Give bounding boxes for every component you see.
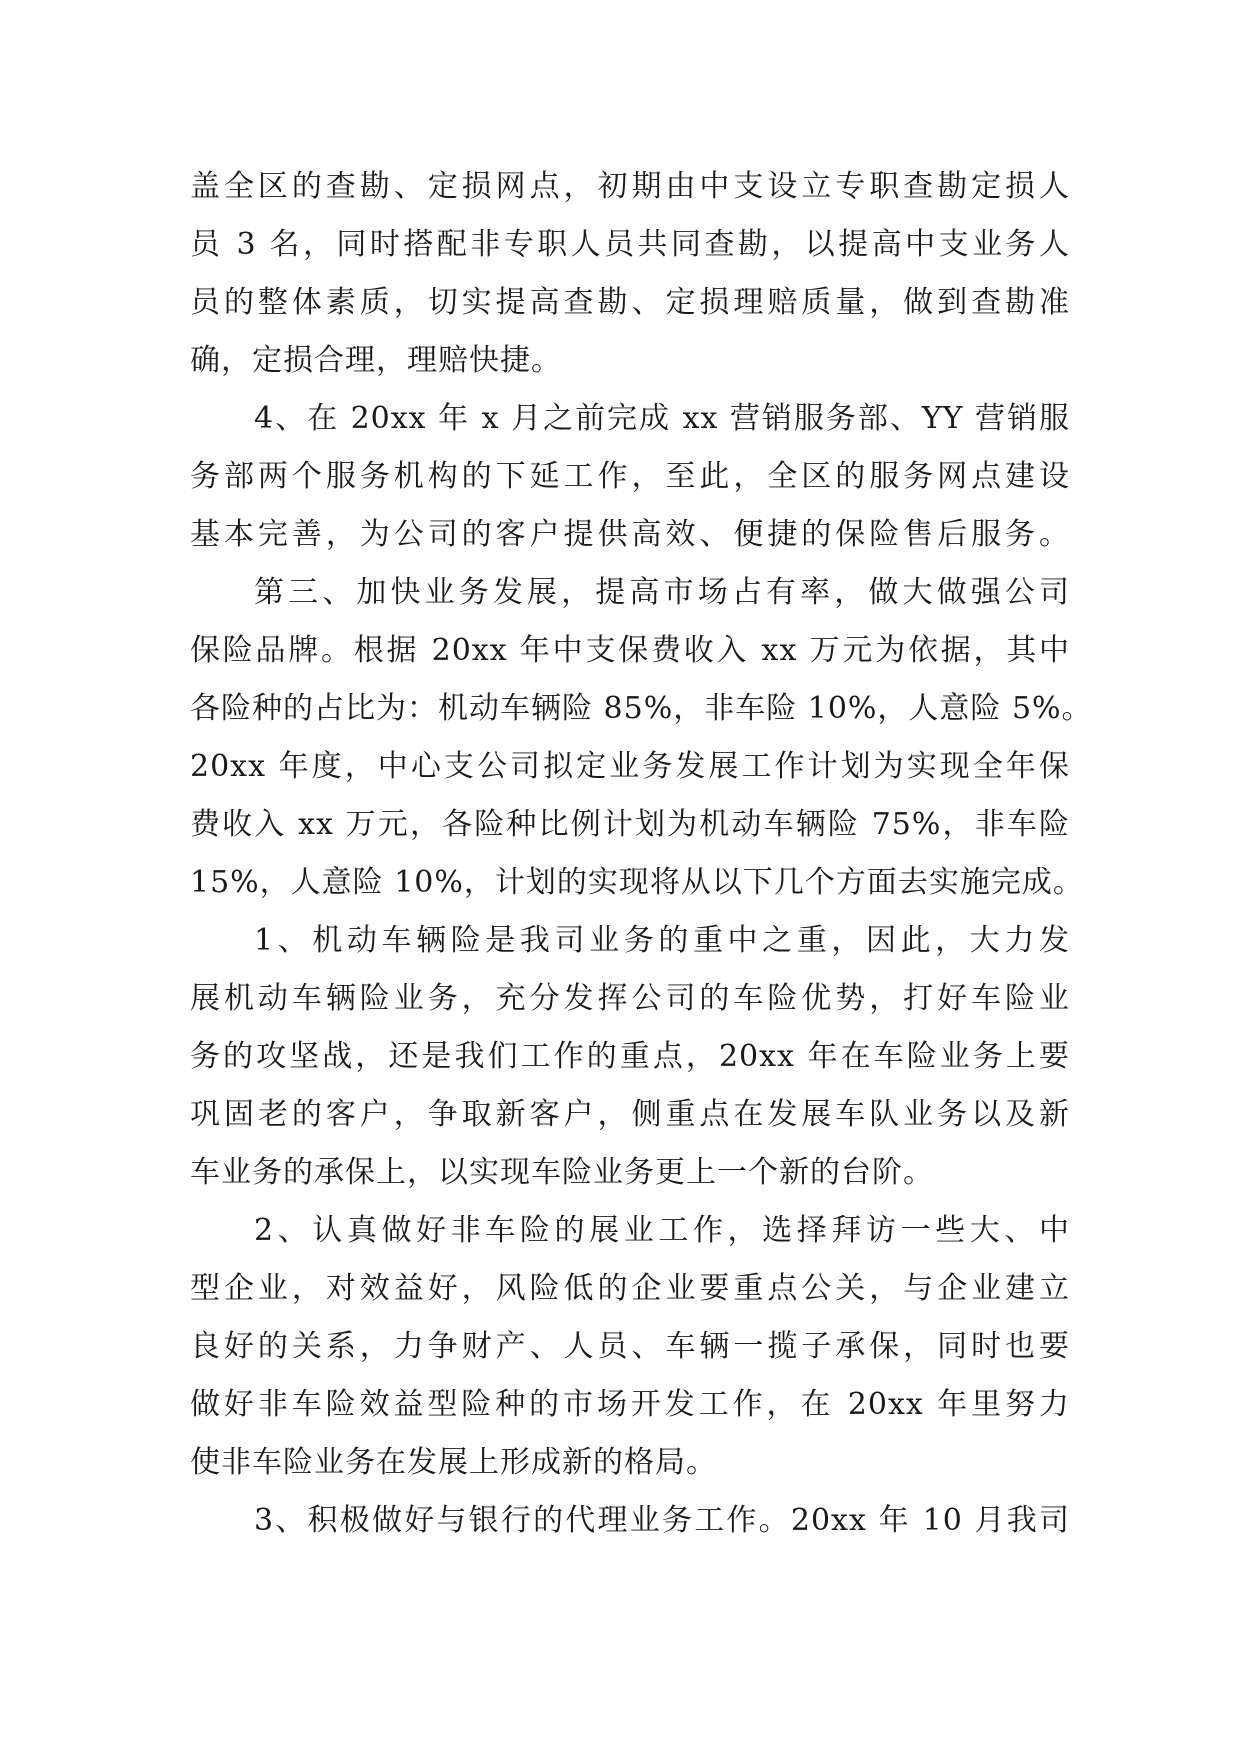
text-line: 2、认真做好非车险的展业工作，选择拜访一些大、中: [254, 1213, 1070, 1248]
text-line: 型企业，对效益好，风险低的企业要重点公关，与企业建立: [190, 1271, 1070, 1306]
text-line: 做好非车险效益型险种的市场开发工作，在 20xx 年里努力: [190, 1387, 1070, 1422]
text-line: 巩固老的客户，争取新客户，侧重点在发展车队业务以及新: [190, 1097, 1070, 1132]
text-line: 展机动车辆险业务，充分发挥公司的车险优势，打好车险业: [190, 981, 1070, 1016]
text-line: 务的攻坚战，还是我们工作的重点，20xx 年在车险业务上要: [190, 1039, 1070, 1074]
text-line: 基本完善，为公司的客户提供高效、便捷的保险售后服务。: [190, 517, 1070, 552]
text-line: 车业务的承保上，以实现车险业务更上一个新的台阶。: [190, 1155, 934, 1190]
text-line: 费收入 xx 万元，各险种比例计划为机动车辆险 75%，非车险: [190, 807, 1070, 842]
text-line: 4、在 20xx 年 x 月之前完成 xx 营销服务部、YY 营销服: [254, 401, 1070, 436]
text-line: 20xx 年度，中心支公司拟定业务发展工作计划为实现全年保: [190, 749, 1070, 784]
text-line: 盖全区的查勘、定损网点，初期由中支设立专职查勘定损人: [190, 169, 1070, 204]
document-body: [190, 158, 1093, 1550]
text-line: 1、机动车辆险是我司业务的重中之重，因此，大力发: [254, 923, 1070, 958]
text-line: 员的整体素质，切实提高查勘、定损理赔质量，做到查勘准: [190, 285, 1070, 320]
text-line: 确，定损合理，理赔快捷。: [190, 343, 562, 378]
text-line: 务部两个服务机构的下延工作，至此，全区的服务网点建设: [190, 459, 1070, 494]
text-line: 保险品牌。根据 20xx 年中支保费收入 xx 万元为依据，其中: [190, 633, 1070, 668]
text-line: 良好的关系，力争财产、人员、车辆一揽子承保，同时也要: [190, 1329, 1070, 1364]
text-line: 第三、加快业务发展，提高市场占有率，做大做强公司: [254, 575, 1070, 610]
text-line: 使非车险业务在发展上形成新的格局。: [190, 1445, 717, 1480]
text-line: 员 3 名，同时搭配非专职人员共同查勘，以提高中支业务人: [190, 227, 1070, 262]
text-line: 15%，人意险 10%，计划的实现将从以下几个方面去实施完成。: [190, 865, 1084, 900]
text-line: 3、积极做好与银行的代理业务工作。20xx 年 10 月我司: [254, 1503, 1070, 1538]
text-line: 各险种的占比为：机动车辆险 85%，非车险 10%，人意险 5%。: [190, 691, 1093, 726]
